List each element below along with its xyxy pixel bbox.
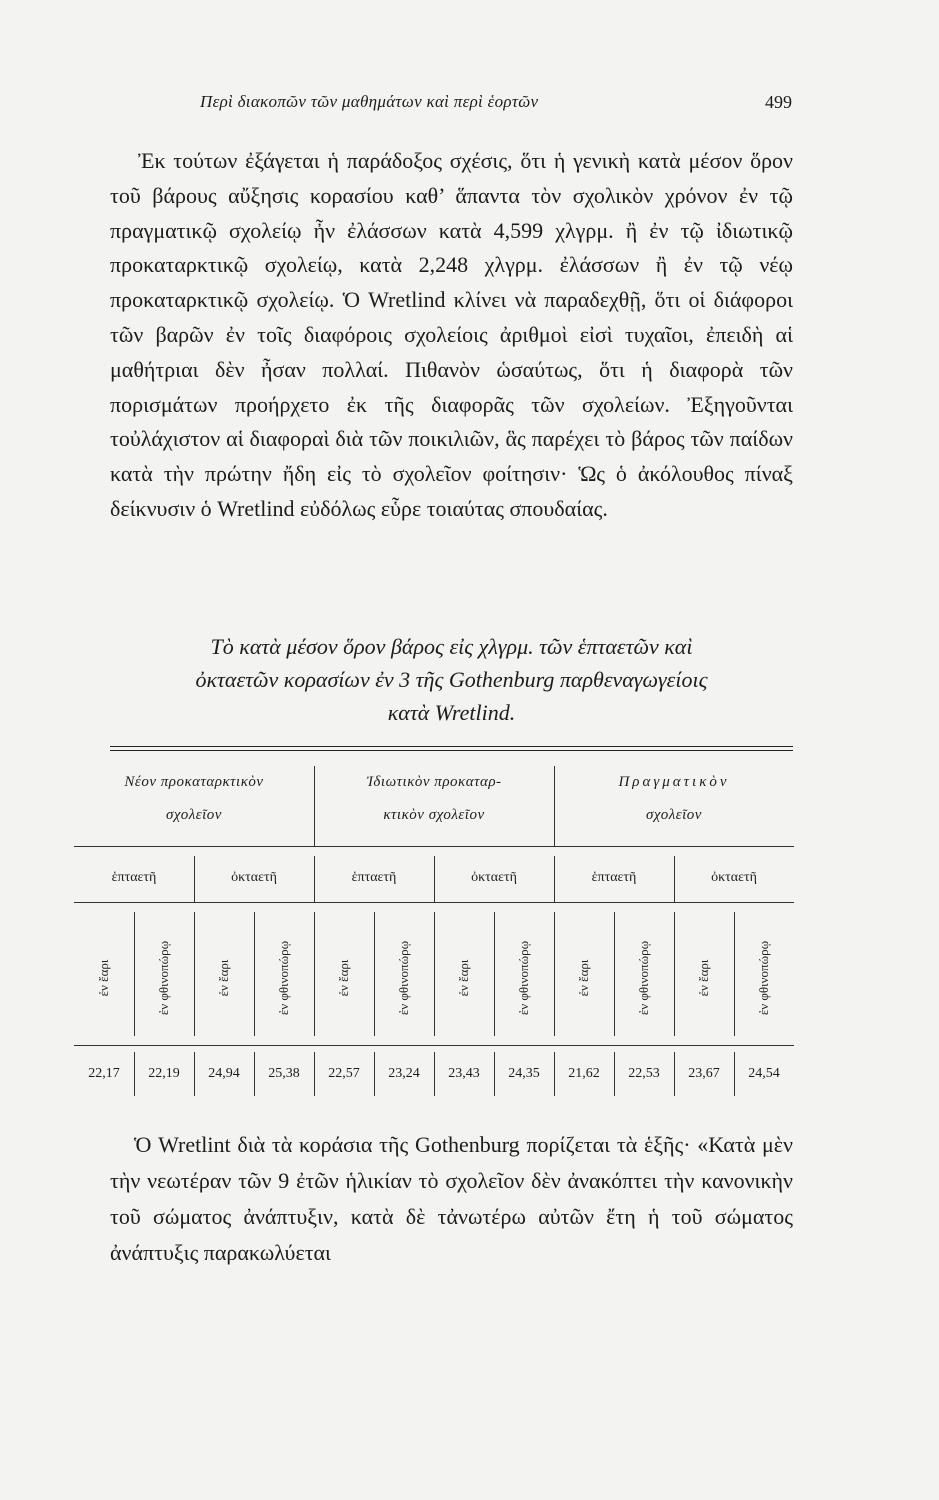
table-rule <box>314 766 315 846</box>
weight-table <box>74 752 794 1098</box>
page-number: 499 <box>765 92 792 112</box>
group-header-line: σχολεῖον <box>166 807 222 823</box>
weight-value: 25,38 <box>268 1066 300 1081</box>
group-header-line: Ἰδιωτικὸν προκαταρ- <box>366 774 502 790</box>
season-label: ἐν φθινοπώρῳ <box>396 940 411 1016</box>
season-label: ἐν φθινοπώρῳ <box>276 940 291 1016</box>
header-title: Περὶ διακοπῶν τῶν μαθημάτων καὶ περὶ ἑορτῶν <box>200 92 539 111</box>
season-cell <box>254 922 314 1034</box>
age-label: ἑπταετῆ <box>351 870 397 885</box>
season-label: ἐν ἔαρι <box>696 959 711 997</box>
age-label: ὀκταετῆ <box>711 870 757 885</box>
season-cell <box>374 922 434 1034</box>
season-label: ἐν ἔαρι <box>216 959 231 997</box>
season-label: ἐν φθινοπώρῳ <box>516 940 531 1016</box>
group-header-private-school <box>314 766 554 836</box>
weight-value: 21,62 <box>568 1066 600 1081</box>
group-header-real-school <box>554 766 794 836</box>
season-cell <box>734 922 794 1034</box>
season-cell <box>134 922 194 1034</box>
caption-line-1: Τὸ κατὰ μέσον ὅρον βάρος εἰς χλγρμ. τῶν ἑπταετῶν καὶ <box>210 634 693 659</box>
season-cell <box>494 922 554 1034</box>
running-header <box>110 92 792 122</box>
season-cell <box>674 922 734 1034</box>
table-rule <box>74 846 794 847</box>
group-header-line: σχολεῖον <box>646 807 702 823</box>
paragraph-1: Ἐκ τούτων ἐξάγεται ἡ παράδοξος σχέσις, ὅτι ἡ γενικὴ κατὰ μέσον ὅρον τοῦ βάρους αὔξησις κορασίου καθ’ ἅπαντα τὸν σχολικὸν χρόνον ἐν τῷ πραγματικῷ σχολείῳ ἦν ἐλάσσων κατὰ 4,599 χλγρμ. ἢ ἐν τῷ ἰδιωτικῷ προκαταρκτικῷ σχολείῳ, κατὰ 2,248 χλγρμ. ἐλάσσων ἢ ἐν τῷ νέῳ προκαταρκτικῷ σχολείῳ. Ὁ Wretlind κλίνει νὰ παραδεχθῇ, ὅτι οἱ διάφοροι τῶν βαρῶν ἐν τοῖς διαφόροις σχολείοις ἀριθμοὶ εἰσὶ τυχαῖοι, ἐπειδὴ αἱ μαθήτριαι δὲν ἦσαν πολλαί. Πιθανὸν ὡσαύτως, ὅτι ἡ διαφορὰ τῶν πορισμάτων προήρχετο ἐκ τῆς διαφορᾶς τῶν σχολείων. Ἐξηγοῦνται τοὐλάχιστον αἱ διαφοραὶ διὰ τῶν ποικιλιῶν, ἃς παρέχει τὸ βάρος τῶν παίδων κατὰ τὴν πρώτην ἤδη εἰς τὸ σχολεῖον φοίτησιν· Ὡς ὁ ἀκόλουθος πίναξ δείκνυσιν ὁ Wretlind εὐδόλως εὗρε τοιαύτας σπουδαίας. <box>110 148 793 521</box>
group-header-line: Νέον προκαταρκτικὸν <box>124 774 264 790</box>
season-label: ἐν ἔαρι <box>576 959 591 997</box>
season-label: ἐν ἔαρι <box>456 959 471 997</box>
caption-line-3: κατὰ Wretlind. <box>387 700 516 725</box>
group-header-new-school <box>74 766 314 836</box>
weight-value: 22,17 <box>88 1066 120 1081</box>
group-header-line: κτικὸν σχολεῖον <box>383 807 485 823</box>
weight-value: 24,35 <box>508 1066 540 1081</box>
age-label: ἑπταετῆ <box>591 870 637 885</box>
weight-value: 23,43 <box>448 1066 480 1081</box>
table-top-rule-1 <box>110 746 793 747</box>
season-label: ἐν φθινοπώρῳ <box>756 940 771 1016</box>
table-rule <box>74 1045 794 1046</box>
age-label: ὀκταετῆ <box>471 870 517 885</box>
season-label: ἐν ἔαρι <box>96 959 111 997</box>
season-cell <box>194 922 254 1034</box>
weight-value: 22,53 <box>628 1066 660 1081</box>
season-cell <box>314 922 374 1034</box>
weight-value: 23,24 <box>388 1066 420 1081</box>
age-label: ὀκταετῆ <box>231 870 277 885</box>
season-cell <box>614 922 674 1034</box>
season-cell <box>554 922 614 1034</box>
paragraph-2: Ὁ Wretlint διὰ τὰ κοράσια τῆς Gothenburg πορίζεται τὰ ἑξῆς· «Κατὰ μὲν τὴν νεωτέραν τῶν 9 ἐτῶν ἡλικίαν τὸ σχολεῖον δὲν ἀνακόπτει τὴν κανονικὴν τοῦ σώματος ἀνάπτυξιν, κατὰ δὲ τἀνωτέρω αὐτῶν ἔτη ἡ τοῦ σώματος ἀνάπτυξις παρακωλύεται <box>110 1132 793 1265</box>
age-label: ἑπταετῆ <box>111 870 157 885</box>
season-label: ἐν ἔαρι <box>336 959 351 997</box>
season-cell <box>74 922 134 1034</box>
weight-value: 22,57 <box>328 1066 360 1081</box>
weight-value: 24,54 <box>748 1066 780 1081</box>
season-label: ἐν φθινοπώρῳ <box>636 940 651 1016</box>
table-rule <box>74 902 794 903</box>
group-header-line: Πραγματικὸν <box>618 774 730 790</box>
table-rule <box>554 766 555 846</box>
season-label: ἐν φθινοπώρῳ <box>156 940 171 1016</box>
weight-value: 24,94 <box>208 1066 240 1081</box>
table-top-rule-2 <box>110 750 793 751</box>
table-caption <box>110 630 793 729</box>
season-cell <box>434 922 494 1034</box>
weight-value: 22,19 <box>148 1066 180 1081</box>
caption-line-2: ὀκταετῶν κορασίων ἐν 3 τῆς Gothenburg παρθεναγωγείοις <box>195 667 708 692</box>
weight-value: 23,67 <box>688 1066 720 1081</box>
